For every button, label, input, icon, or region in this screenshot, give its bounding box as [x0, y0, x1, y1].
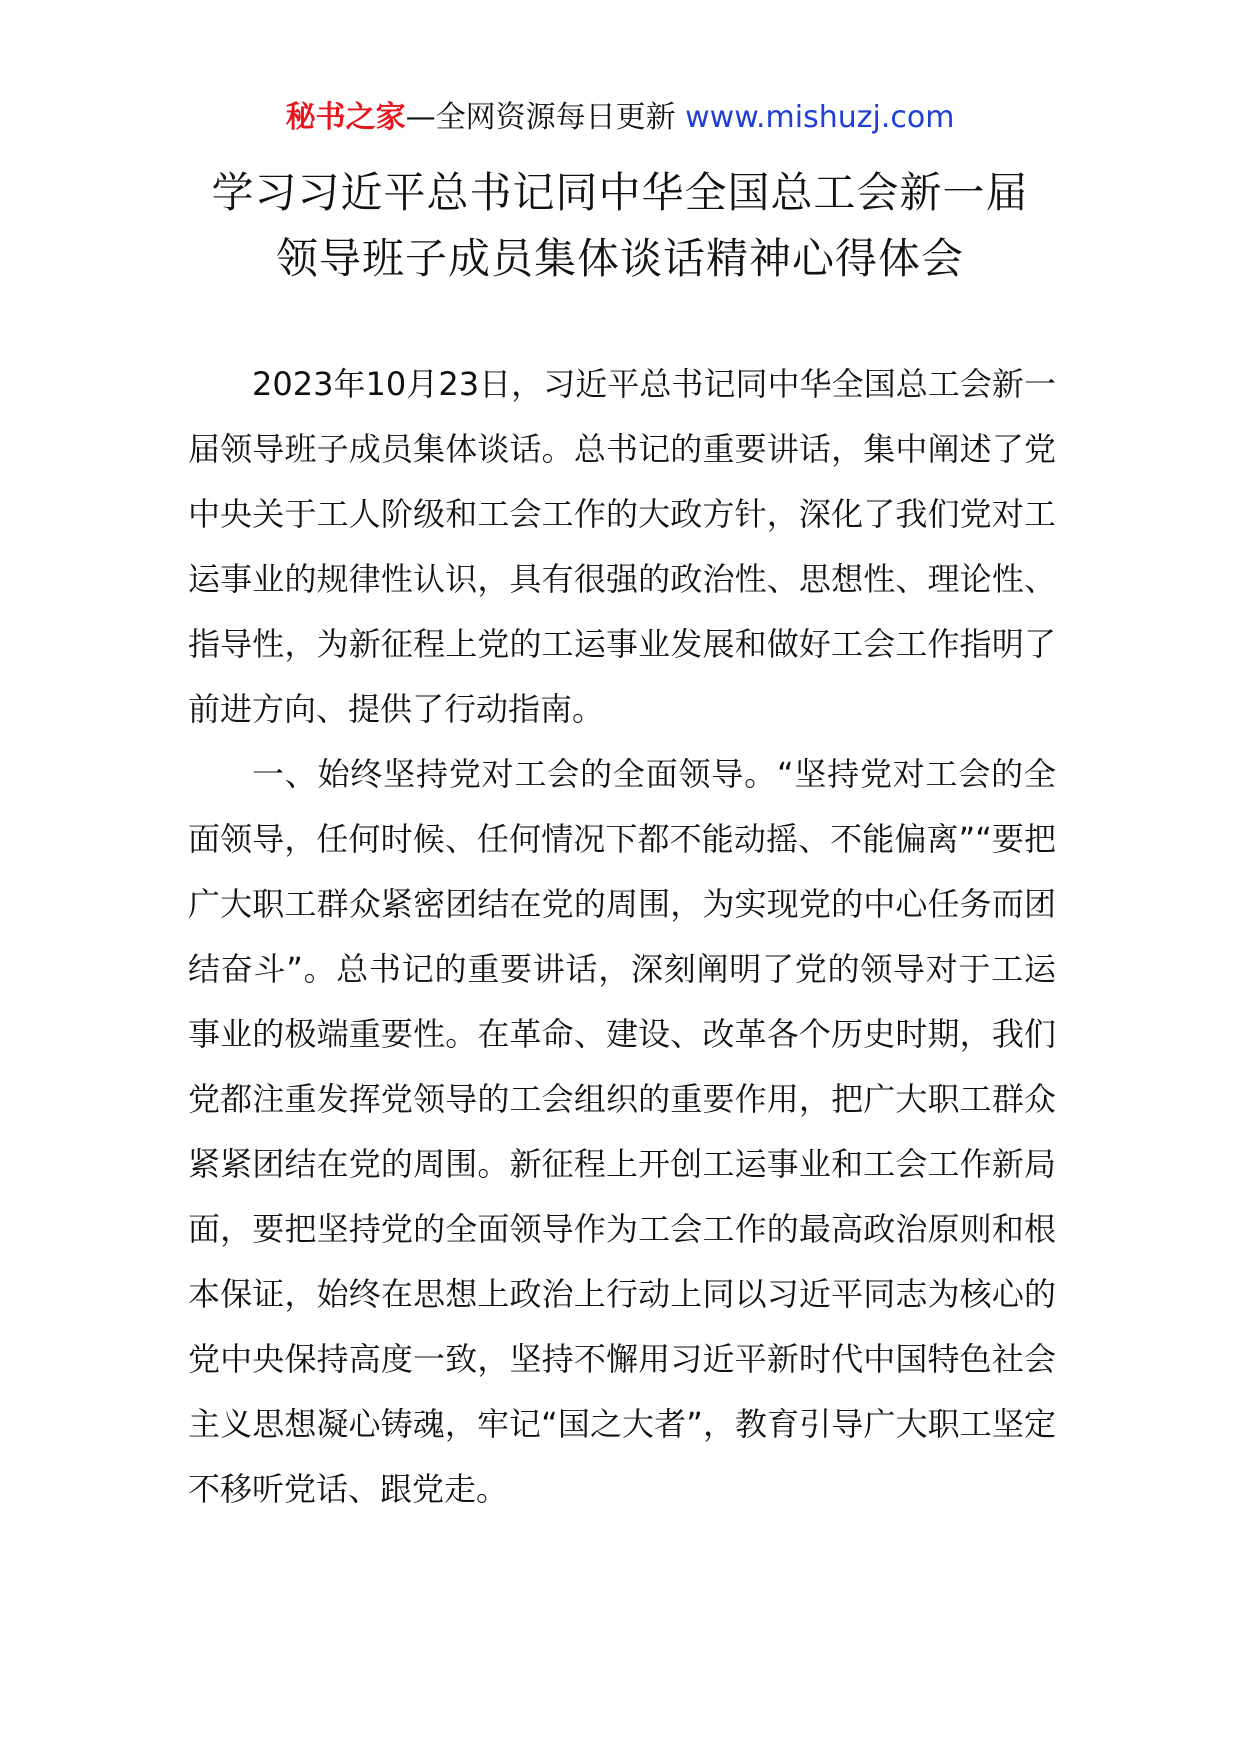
- document-body: [188, 352, 1056, 1522]
- brand-name: 秘书之家: [285, 100, 406, 135]
- paragraph-section-1: 一、始终坚持党对工会的全面领导。“坚持党对工会的全面领导，任何时候、任何情况下都不能动摇、不能偏离”“要把广大职工群众紧密团结在党的周围，为实现党的中心任务而团结奋斗”。总书记的重要讲话，深刻阐明了党的领导对于工运事业的极端重要性。在革命、建设、改革各个历史时期，我们党都注重发挥党领导的工会组织的重要作用，把广大职工群众紧紧团结在党的周围。新征程上开创工运事业和工会工作新局面，要把坚持党的全面领导作为工会工作的最高政治原则和根本保证，始终在思想上政治上行动上同以习近平同志为核心的党中央保持高度一致，坚持不懈用习近平新时代中国特色社会主义思想凝心铸魂，牢记“国之大者”，教育引导广大职工坚定不移听党话、跟党走。: [188, 755, 1056, 1508]
- document-title: [0, 160, 1240, 292]
- header-tagline: —全网资源每日更新: [405, 100, 676, 135]
- title-line-1: 学习习近平总书记同中华全国总工会新一届: [211, 168, 1029, 217]
- paragraph-intro: 2023年10月23日，习近平总书记同中华全国总工会新一届领导班子成员集体谈话。总书记的重要讲话，集中阐述了党中央关于工人阶级和工会工作的大政方针，深化了我们党对工运事业的规律性认识，具有很强的政治性、思想性、理论性、指导性，为新征程上党的工运事业发展和做好工会工作指明了前进方向、提供了行动指南。: [188, 365, 1056, 728]
- site-header: [0, 98, 1240, 138]
- site-url-link[interactable]: www.mishuzj.com: [685, 100, 955, 135]
- title-line-2: 领导班子成员集体谈话精神心得体会: [275, 234, 964, 283]
